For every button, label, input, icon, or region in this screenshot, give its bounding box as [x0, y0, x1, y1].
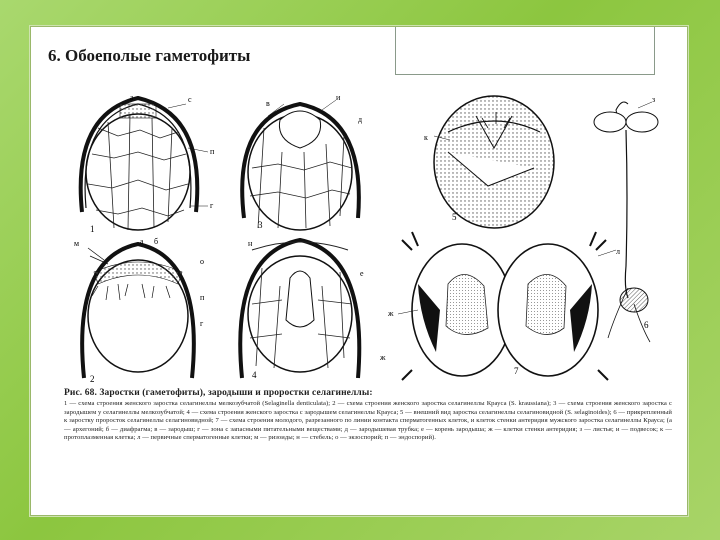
label-n-4: н — [248, 239, 253, 248]
label-l-7: л — [616, 247, 620, 256]
drawing-2 — [74, 237, 205, 384]
slide-title: 6. Обоеполые гаметофиты — [48, 46, 251, 65]
drawing-6 — [594, 95, 658, 342]
label-p-2: п — [200, 293, 205, 302]
figure-caption — [64, 388, 672, 443]
label-num-5: 5 — [452, 212, 457, 222]
label-e-4: е — [360, 269, 364, 278]
label-z-6: з — [652, 95, 656, 104]
drawing-7 — [379, 232, 620, 380]
label-g-2: г — [200, 319, 204, 328]
caption-body: 1 — схема строения женского заростка селагинеллы мелкозубчатой (Selaginella denticulata); 2 — схема строения женского заростка селагинеллы Крауса (S. kraussiana); 3 — схема строения женского заростка с зародышем у селагинеллы мелкозубчатой; 4 — схема строения женского заростка с зародышем селагинеллы Крауса; 5 — внешний вид заростка селагинеллы селагиновидной (S. selaginoides); 6 — прикрепленный к заростку проросток селагинеллы селагиновидной; 7 — схема строения молодого, разрезанного по линии контакта сперматогенных клеток, и клеток стенки антеридия мужского заростка селагинеллы Крауса; (а — архегоний; б — диафрагма; в — зародыш; г — зона с запасными питательными веществами; д — зародышевая трубка; е — корень зародыша; ж — клетки стенки антеридия; з — листья; и — подвесок; к — протоплазменная клетка; л — первичные сперматогенные клетки; м — ризоиды; н — стебель; о — экзоспорий; п — эндоспорий). — [64, 400, 672, 441]
drawing-5 — [424, 96, 554, 228]
botanical-figure — [68, 88, 668, 384]
label-s-1: с — [188, 95, 192, 104]
caption-title: Рис. 68. Заростки (гаметофиты), зародыши и проростки селагинеллы: — [64, 388, 373, 398]
drawing-4 — [240, 239, 364, 380]
label-zh-7: ж — [388, 309, 394, 318]
label-d-3: д — [358, 115, 363, 124]
drawing-3 — [242, 93, 362, 230]
label-num-1: 1 — [90, 224, 95, 234]
label-v-3: в — [266, 99, 270, 108]
label-num-2: 2 — [90, 374, 95, 384]
label-num-7: 7 — [514, 366, 519, 376]
label-num-6: 6 — [644, 320, 649, 330]
label-i-3: и — [336, 93, 341, 102]
label-num-4: 4 — [252, 370, 257, 380]
label-b-2: б — [154, 237, 159, 246]
label-k-5: к — [424, 133, 428, 142]
label-a-1: а — [130, 93, 134, 102]
label-m-2: м — [74, 239, 80, 248]
label-o-2: о — [200, 257, 204, 266]
drawing-1 — [81, 93, 215, 234]
label-a-2: а — [140, 237, 144, 246]
label-g-1: г — [210, 201, 214, 210]
header-decoration-box — [395, 27, 655, 75]
label-p-1: п — [210, 147, 215, 156]
label-zh-7b: ж — [380, 353, 386, 362]
label-num-3: 3 — [258, 220, 263, 230]
